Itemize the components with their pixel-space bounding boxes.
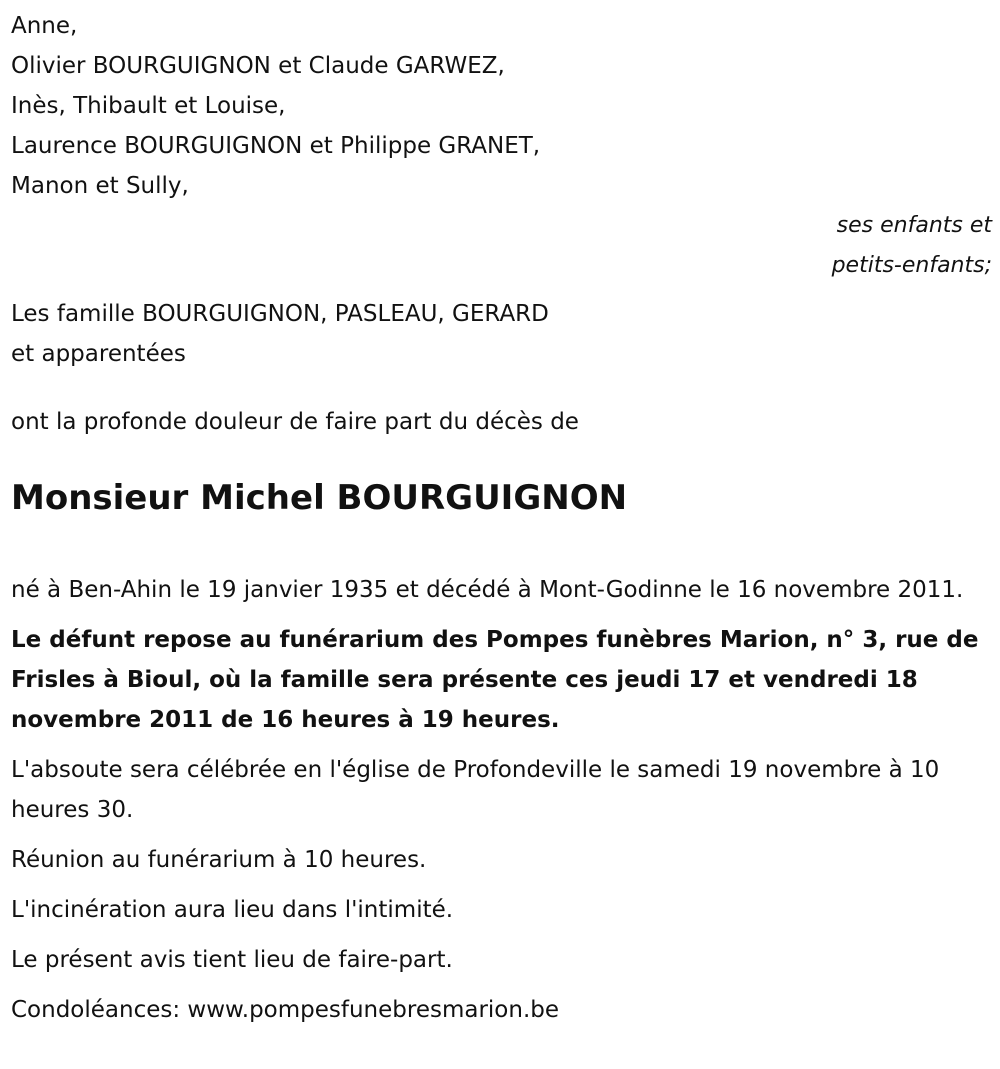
relatives — [11, 294, 992, 374]
notice-text: Le présent avis tient lieu de faire-part. — [11, 947, 453, 973]
family-line: Laurence BOURGUIGNON et Philippe GRANET, — [11, 133, 541, 159]
family-caption — [11, 206, 992, 286]
birth-death-text: né à Ben-Ahin le 19 janvier 1935 et décédé à Mont-Godinne le 16 novembre 2011. — [11, 577, 964, 603]
meeting-text: Réunion au funérarium à 10 heures. — [11, 847, 427, 873]
family-line: Anne, — [11, 13, 78, 39]
relatives-line: et apparentées — [11, 341, 186, 367]
family-line: Manon et Sully, — [11, 173, 189, 199]
condolences-text: Condoléances: www.pompesfunebresmarion.be — [11, 997, 560, 1023]
absolution-text: L'absoute sera célébrée en l'église de Profondeville le samedi 19 novembre à 10 heures 30. — [11, 757, 940, 823]
announcement: ont la profonde douleur de faire part du décès de — [11, 409, 579, 435]
family-line: Inès, Thibault et Louise, — [11, 93, 286, 119]
deceased-name: Monsieur Michel BOURGUIGNON — [11, 478, 628, 518]
family-list — [11, 6, 992, 206]
family-line: Olivier BOURGUIGNON et Claude GARWEZ, — [11, 53, 505, 79]
cremation-text: L'incinération aura lieu dans l'intimité. — [11, 897, 454, 923]
visitation-text: Le défunt repose au funérarium des Pompes funèbres Marion, n° 3, rue de Frisles à Bioul, où la famille sera présente ces jeudi 17 et vendredi 18 novembre 2011 de 16 heures à 19 heures. — [11, 627, 979, 733]
obituary-notice — [11, 0, 992, 1030]
relatives-line: Les famille BOURGUIGNON, PASLEAU, GERARD — [11, 301, 549, 327]
family-caption-line: ses enfants et — [836, 213, 992, 238]
family-caption-line: petits-enfants; — [831, 253, 992, 278]
